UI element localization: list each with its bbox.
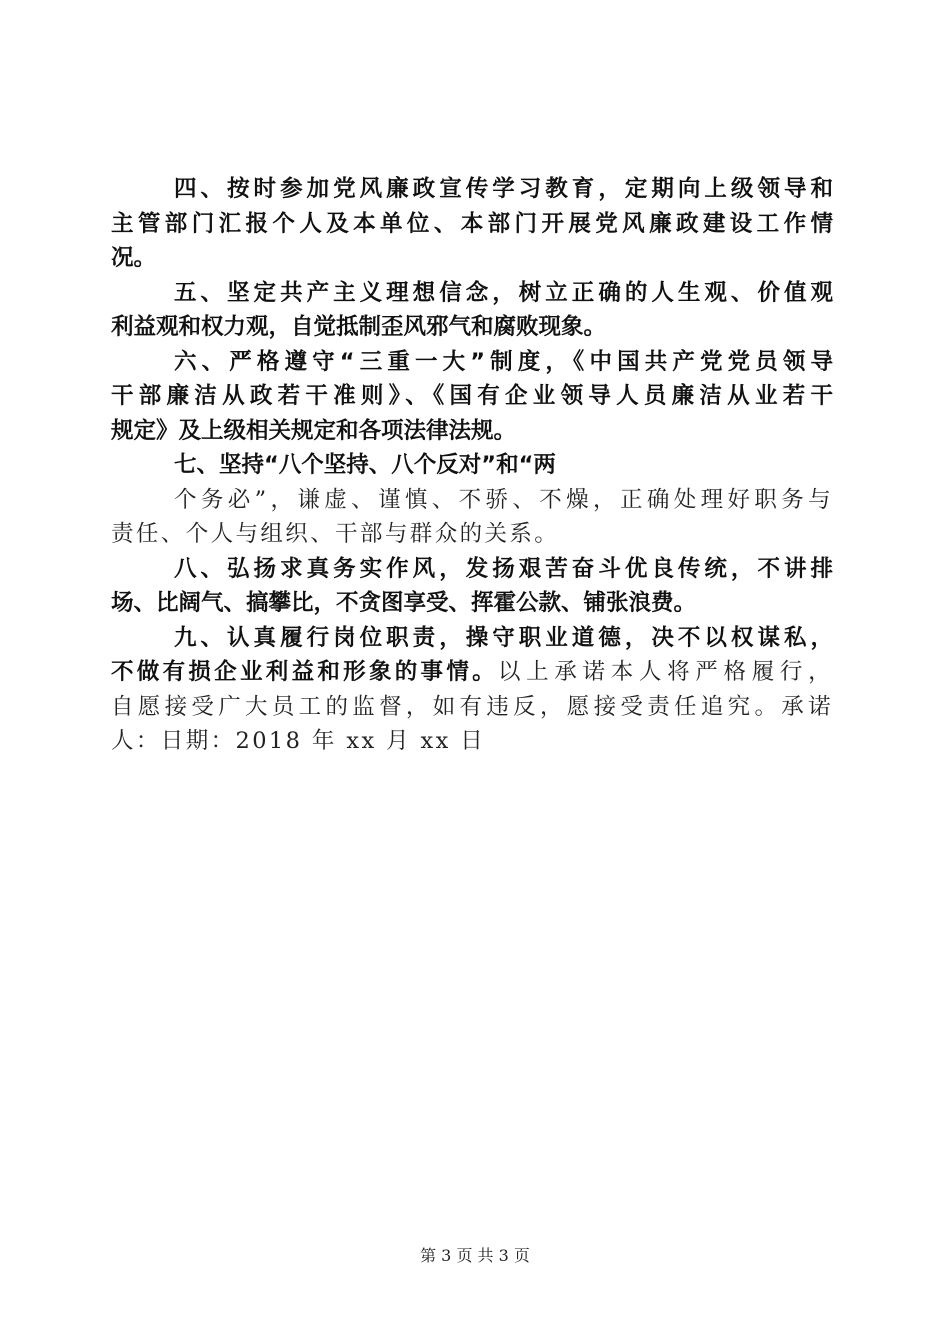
text-segment: 场、比阔气、搞攀比，不贪图享受、挥霍公款、铺张浪费。	[111, 590, 697, 616]
text-line	[111, 241, 833, 276]
text-segment: 况。	[111, 245, 157, 271]
text-line	[111, 207, 833, 242]
text-segment: 个务必”，谦虚、谨慎、不骄、不燥，正确处理好职务与	[174, 486, 833, 513]
text-line	[111, 552, 833, 587]
text-line	[111, 276, 833, 311]
text-segment: 八、弘扬求真务实作风，发扬艰苦奋斗优良传统，不讲排	[174, 555, 833, 582]
text-line	[111, 379, 833, 414]
text-line	[111, 517, 833, 552]
text-line	[111, 448, 833, 483]
text-segment: 责任、个人与组织、干部与群众的关系。	[111, 521, 560, 547]
text-line	[111, 310, 833, 345]
text-line	[111, 724, 833, 759]
document-body	[111, 172, 833, 759]
text-segment: 规定》及上级相关规定和各项法律法规。	[111, 417, 517, 444]
text-line	[111, 690, 833, 725]
text-segment: 七、坚持“八个坚持、八个反对”和“两	[174, 452, 556, 478]
text-line	[111, 172, 833, 207]
text-segment: 五、坚定共产主义理想信念，树立正确的人生观、价值观	[174, 279, 833, 306]
text-segment: 不做有损企业利益和形象的事情。	[111, 659, 498, 685]
text-segment: 利益观和权力观，自觉抵制歪风邪气和腐败现象。	[111, 314, 607, 340]
text-line	[111, 655, 833, 690]
text-segment: 九、认真履行岗位职责，操守职业道德，决不以权谋私，	[174, 624, 833, 651]
text-segment: 以上承诺本人将严格履行，	[497, 659, 833, 685]
text-line	[111, 586, 833, 621]
text-segment: 人：日期：2018 年 xx 月 xx 日	[111, 728, 486, 754]
page-footer: 第 3 页 共 3 页	[420, 1246, 530, 1265]
text-segment: 六、严格遵守“三重一大”制度，《中国共产党党员领导	[174, 348, 833, 375]
text-line	[111, 483, 833, 518]
text-line	[111, 414, 833, 449]
text-line	[111, 621, 833, 656]
text-line	[111, 345, 833, 380]
text-segment: 自愿接受广大员工的监督，如有违反，愿接受责任追究。承诺	[111, 693, 833, 720]
text-segment: 干部廉洁从政若干准则》、《国有企业领导人员廉洁从业若干	[111, 383, 833, 409]
text-segment: 四、按时参加党风廉政宣传学习教育，定期向上级领导和	[174, 176, 833, 202]
text-segment: 主管部门汇报个人及本单位、本部门开展党风廉政建设工作情	[111, 210, 833, 237]
